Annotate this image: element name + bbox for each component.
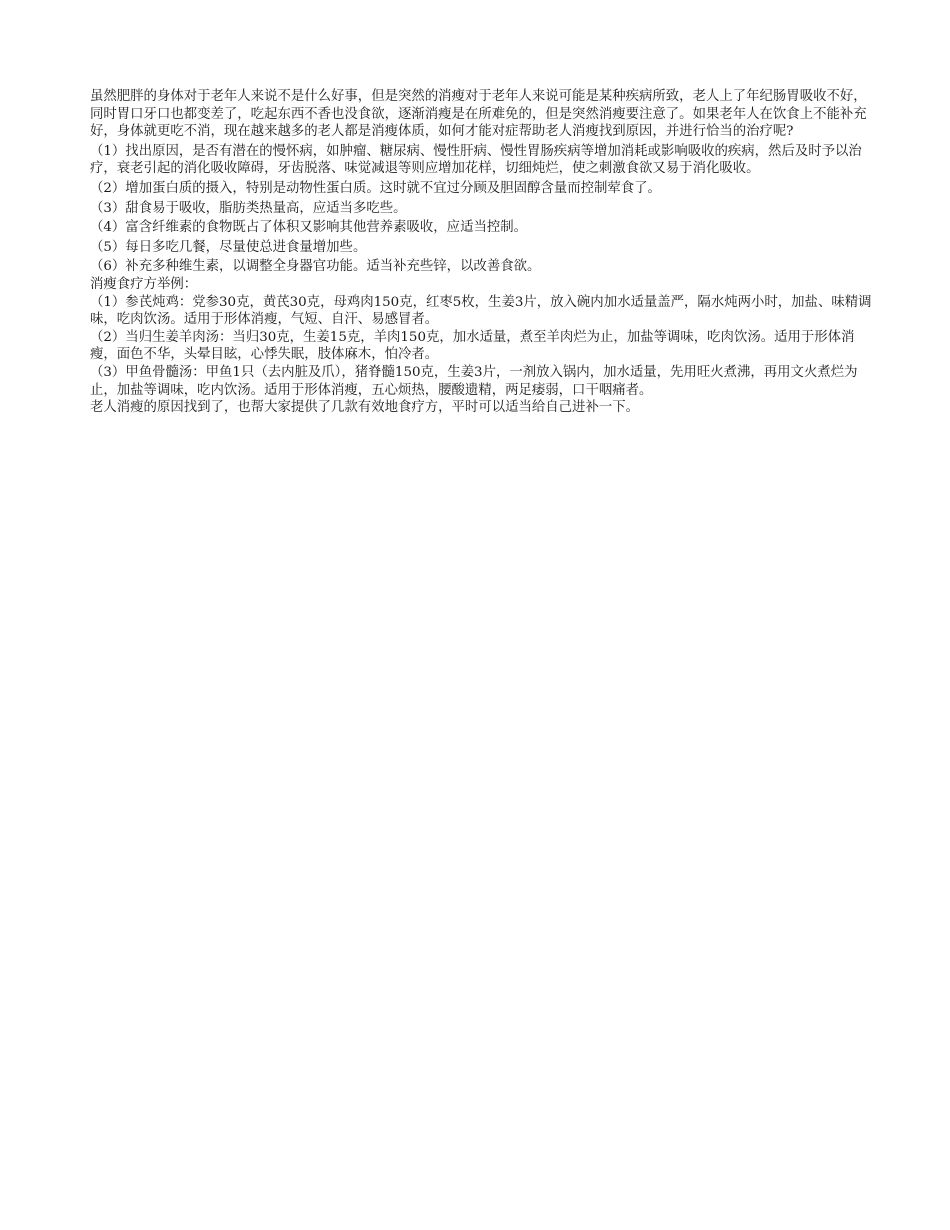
recipes-heading: 消瘦食疗方举例： [90, 276, 198, 292]
tip-item-3: （3）甜食易于吸收，脂肪类热量高，应适当多吃些。 [90, 200, 407, 216]
tip-item-1: （1）找出原因，是否有潜在的慢怀病，如肿瘤、糖尿病、慢性肝病、慢性胃肠疾病等增加消耗或影响吸收的疾病，然后及时予以治疗，衰老引起的消化吸收障碍，牙齿脱落、味觉减退等则应增加花样，切细炖烂，使之刺激食欲又易于消化吸收。 [90, 143, 862, 177]
tip-item-4: （4）富含纤维素的食物既占了体积又影响其他营养素吸收，应适当控制。 [90, 220, 528, 236]
intro-paragraph: 虽然肥胖的身体对于老年人来说不是什么好事，但是突然的消瘦对于老年人来说可能是某种疾病所致，老人上了年纪肠胃吸收不好，同时胃口牙口也都变差了，吃起东西不香也没食欲，逐渐消瘦是在所难免的，但是突然消瘦要注意了。如果老年人在饮食上不能补充好，身体就更吃不消，现在越来越多的老人都是消瘦体质，如何才能对症帮助老人消瘦找到原因，并进行恰当的治疗呢? [90, 89, 867, 140]
tip-item-6: （6）补充多种维生素，以调整全身器官功能。适当补充些锌，以改善食欲。 [90, 259, 541, 275]
conclusion-paragraph: 老人消瘦的原因找到了，也帮大家提供了几款有效地食疗方，平时可以适当给自己进补一下。 [90, 400, 640, 416]
recipe-item-3: （3）甲鱼骨髓汤：甲鱼1只（去内脏及爪），猪脊髓150克，生姜3片，一剂放入锅内，加水适量，先用旺火煮沸，再用文火煮烂为止，加盐等调味，吃内饮汤。适用于形体消瘦，五心烦热，腰酸遗精，两足痿弱，口干咽痛者。 [90, 364, 858, 398]
recipe-item-1: （1）参芪炖鸡：党参30克，黄芪30克，母鸡肉150克，红枣5枚，生姜3片，放入碗内加水适量盖严，隔水炖两小时，加盐、味精调味，吃肉饮汤。适用于形体消瘦，气短、自汗、易感冒者。 [90, 294, 872, 328]
recipe-item-2: （2）当归生姜羊肉汤：当归30克，生姜15克，羊肉150克，加水适量，煮至羊肉烂为止，加盐等调味，吃肉饮汤。适用于形体消瘦，面色不华，头晕目眩，心悸失眠，肢体麻木，怕冷者。 [90, 329, 855, 363]
tip-item-5: （5）每日多吃几餐，尽量使总进食量增加些。 [90, 239, 367, 255]
article-body [90, 88, 875, 417]
tip-item-2: （2）增加蛋白质的摄入，特别是动物性蛋白质。这时就不宜过分顾及胆固醇含量而控制荤食了。 [90, 180, 661, 196]
